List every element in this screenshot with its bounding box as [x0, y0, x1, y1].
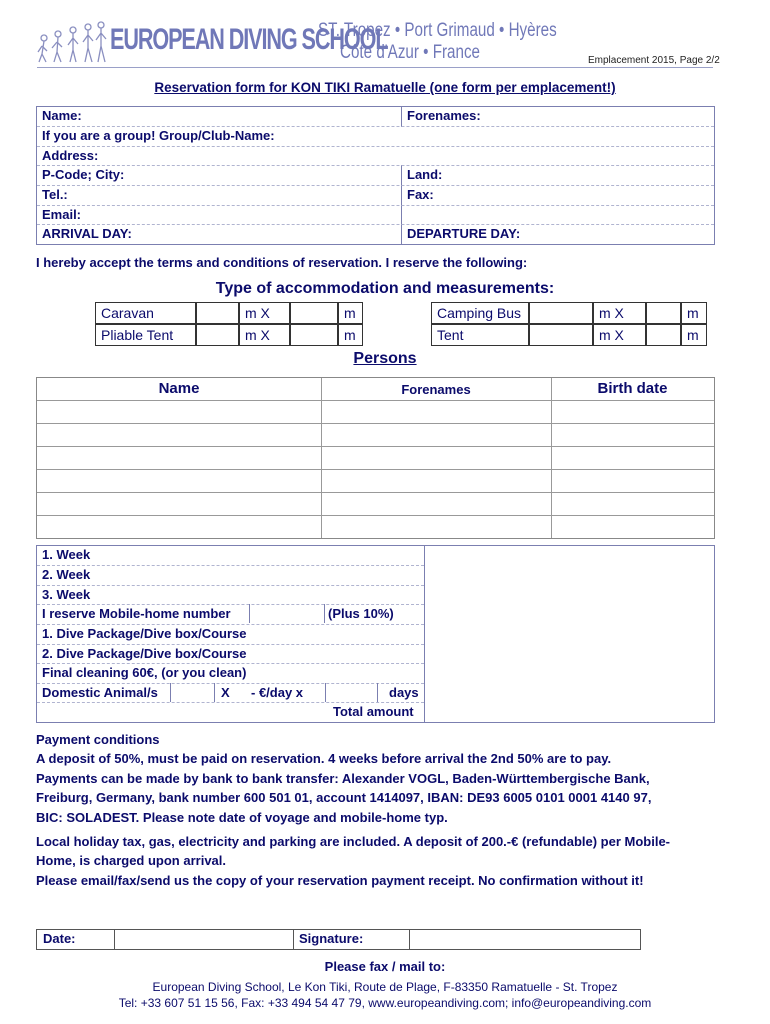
accept-terms-text: I hereby accept the terms and conditions of reservation. I reserve the following:	[36, 255, 528, 270]
pliable-tent-label: Pliable Tent	[95, 324, 196, 346]
header-divider	[37, 67, 713, 68]
header-locations: ST. Tropez • Port Grimaud • Hyères	[318, 20, 557, 41]
col-birth-date-header: Birth date	[597, 380, 668, 397]
per-day-label: - €/day x	[251, 685, 304, 700]
tent-width-input[interactable]	[529, 324, 593, 346]
signature-label: Signature:	[299, 931, 364, 946]
tent-m-label: m	[681, 324, 707, 346]
fax-field[interactable]: Fax:	[407, 187, 434, 202]
tent-mx-label: m X	[593, 324, 646, 346]
logo-text: EUROPEAN DIVING SCHOOL	[110, 23, 388, 56]
week-2-item[interactable]: 2. Week	[42, 567, 91, 582]
caravan-mx-label: m X	[239, 302, 290, 324]
camping-bus-width-input[interactable]	[529, 302, 593, 324]
caravan-m-label: m	[338, 302, 363, 324]
payment-title: Payment conditions	[36, 732, 160, 747]
group-name-field[interactable]: If you are a group! Group/Club-Name:	[42, 128, 275, 143]
tel-field[interactable]: Tel.:	[42, 187, 68, 202]
camping-bus-m-label: m	[681, 302, 707, 324]
dive-package-1-item[interactable]: 1. Dive Package/Dive box/Course	[42, 626, 247, 641]
pliable-tent-mx-label: m X	[239, 324, 290, 346]
payment-line-2: Payments can be made by bank to bank transfer: Alexander VOGL, Baden-Württembergische Bank,	[36, 771, 650, 786]
address-field[interactable]: Address:	[42, 148, 99, 163]
tent-label: Tent	[431, 324, 529, 346]
header-region: Côte d'Azur • France	[340, 42, 481, 63]
tent-length-input[interactable]	[646, 324, 681, 346]
pliable-tent-length-input[interactable]	[290, 324, 338, 346]
signature-input[interactable]	[410, 930, 640, 949]
week-3-item[interactable]: 3. Week	[42, 587, 91, 602]
days-label: days	[389, 685, 419, 700]
total-amount-label: Total amount	[333, 704, 414, 719]
contact-fields-box	[36, 106, 715, 245]
departure-day-field[interactable]: DEPARTURE DAY:	[407, 226, 521, 241]
date-input[interactable]	[115, 930, 293, 949]
form-title: Reservation form for KON TIKI Ramatuelle (one form per emplacement!)	[154, 80, 616, 95]
final-cleaning-item[interactable]: Final cleaning 60€, (or you clean)	[42, 665, 247, 680]
persons-title: Persons	[353, 350, 417, 367]
email-field[interactable]: Email:	[42, 207, 82, 222]
camping-bus-mx-label: m X	[593, 302, 646, 324]
week-1-item[interactable]: 1. Week	[42, 547, 91, 562]
col-forenames-header: Forenames	[401, 382, 471, 397]
domestic-animals-item[interactable]: Domestic Animal/s	[42, 685, 158, 700]
col-name-header: Name	[158, 380, 200, 397]
page-reference: Emplacement 2015, Page 2/2	[588, 55, 720, 66]
header	[0, 0, 770, 70]
date-label: Date:	[43, 931, 76, 946]
payment-line-3: Freiburg, Germany, bank number 600 501 01, account 1414097, IBAN: DE93 6005 0101 0001 4140 97,	[36, 790, 652, 805]
accommodation-title: Type of accommodation and measurements:	[215, 280, 555, 297]
land-field[interactable]: Land:	[407, 167, 443, 182]
signature-row	[36, 929, 641, 950]
name-field[interactable]: Name:	[42, 108, 82, 123]
reservation-items-box	[36, 545, 715, 723]
pcode-city-field[interactable]: P-Code; City:	[42, 167, 125, 182]
camping-bus-length-input[interactable]	[646, 302, 681, 324]
caravan-length-input[interactable]	[290, 302, 338, 324]
persons-table	[36, 377, 715, 539]
dive-package-2-item[interactable]: 2. Dive Package/Dive box/Course	[42, 646, 247, 661]
fax-mail-heading: Please fax / mail to:	[324, 959, 446, 974]
payment-line-4: BIC: SOLADEST. Please note date of voyage and mobile-home typ.	[36, 810, 448, 825]
evolution-divers-logo-icon	[36, 18, 108, 64]
pliable-tent-m-label: m	[338, 324, 363, 346]
camping-bus-label: Camping Bus	[431, 302, 529, 324]
footer-address: European Diving School, Le Kon Tiki, Route de Plage, F-83350 Ramatuelle - St. Tropez	[152, 980, 618, 994]
payment-line-1: A deposit of 50%, must be paid on reservation. 4 weeks before arrival the 2nd 50% are to pay.	[36, 751, 612, 766]
forenames-field[interactable]: Forenames:	[407, 108, 481, 123]
footer-contact: Tel: +33 607 51 15 56, Fax: +33 494 54 47 79, www.europeandiving.com; info@europeandiving.com	[118, 996, 652, 1010]
animals-x-label: X	[221, 685, 230, 700]
caravan-label: Caravan	[95, 302, 196, 324]
caravan-width-input[interactable]	[196, 302, 239, 324]
pliable-tent-width-input[interactable]	[196, 324, 239, 346]
arrival-day-field[interactable]: ARRIVAL DAY:	[42, 226, 132, 241]
payment-line-6: Home, is charged upon arrival.	[36, 853, 226, 868]
mobile-home-item[interactable]: I reserve Mobile-home number	[42, 606, 231, 621]
plus-10-label: (Plus 10%)	[328, 606, 394, 621]
payment-line-7: Please email/fax/send us the copy of your reservation payment receipt. No confirmation without it!	[36, 873, 644, 888]
payment-line-5: Local holiday tax, gas, electricity and parking are included. A deposit of 200.-€ (refundable) per Mobile-	[36, 834, 671, 849]
